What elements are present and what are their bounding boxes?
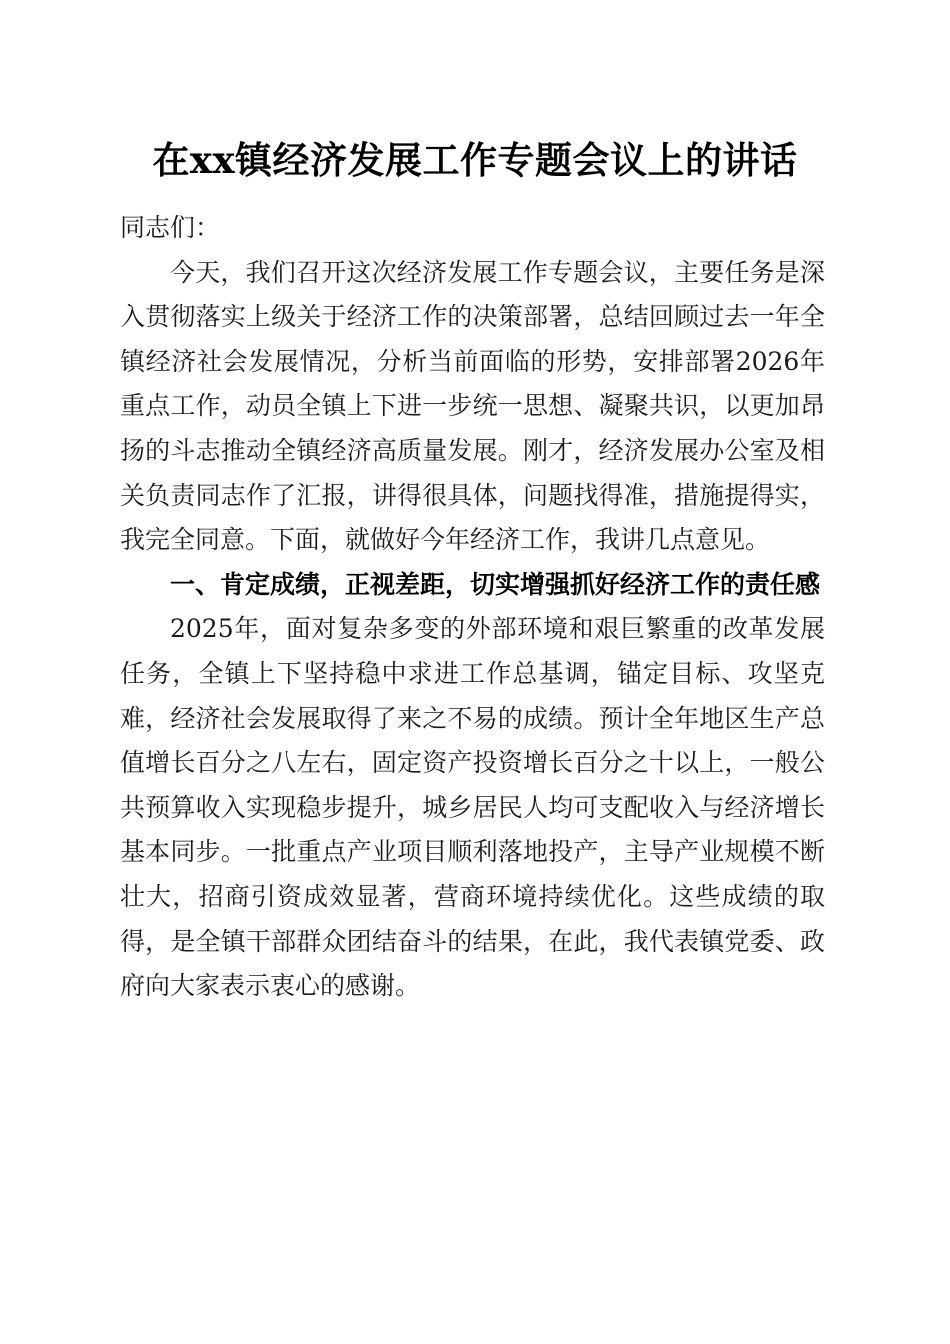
- document-title: 在xx镇经济发展工作专题会议上的讲话: [152, 138, 798, 182]
- opening-paragraph: 今天，我们召开这次经济发展工作专题会议，主要任务是深入贯彻落实上级关于经济工作的决策部署，总结回顾过去一年全镇经济社会发展情况，分析当前面临的形势，安排部署2026年重点工作，动员全镇上下进一步统一思想、凝聚共识，以更加昂扬的斗志推动全镇经济高质量发展。刚才，经济发展办公室及相关负责同志作了汇报，讲得很具体，问题找得准，措施提得实，我完全同意。下面，就做好今年经济工作，我讲几点意见。: [120, 257, 825, 555]
- section-1-paragraph: 2025年，面对复杂多变的外部环境和艰巨繁重的改革发展任务，全镇上下坚持稳中求进工作总基调，锚定目标、攻坚克难，经济社会发展取得了来之不易的成绩。预计全年地区生产总值增长百分之八左右，固定资产投资增长百分之十以上，一般公共预算收入实现稳步提升，城乡居民人均可支配收入与经济增长基本同步。一批重点产业项目顺利落地投产，主导产业规模不断壮大，招商引资成效显著，营商环境持续优化。这些成绩的取得，是全镇干部群众团结奋斗的结果，在此，我代表镇党委、政府向大家表示衷心的感谢。: [120, 614, 825, 1001]
- salutation: 同志们：: [120, 213, 221, 242]
- section-heading-1: 一、肯定成绩，正视差距，切实增强抓好经济工作的责任感: [170, 569, 821, 599]
- document-body: [120, 206, 825, 1009]
